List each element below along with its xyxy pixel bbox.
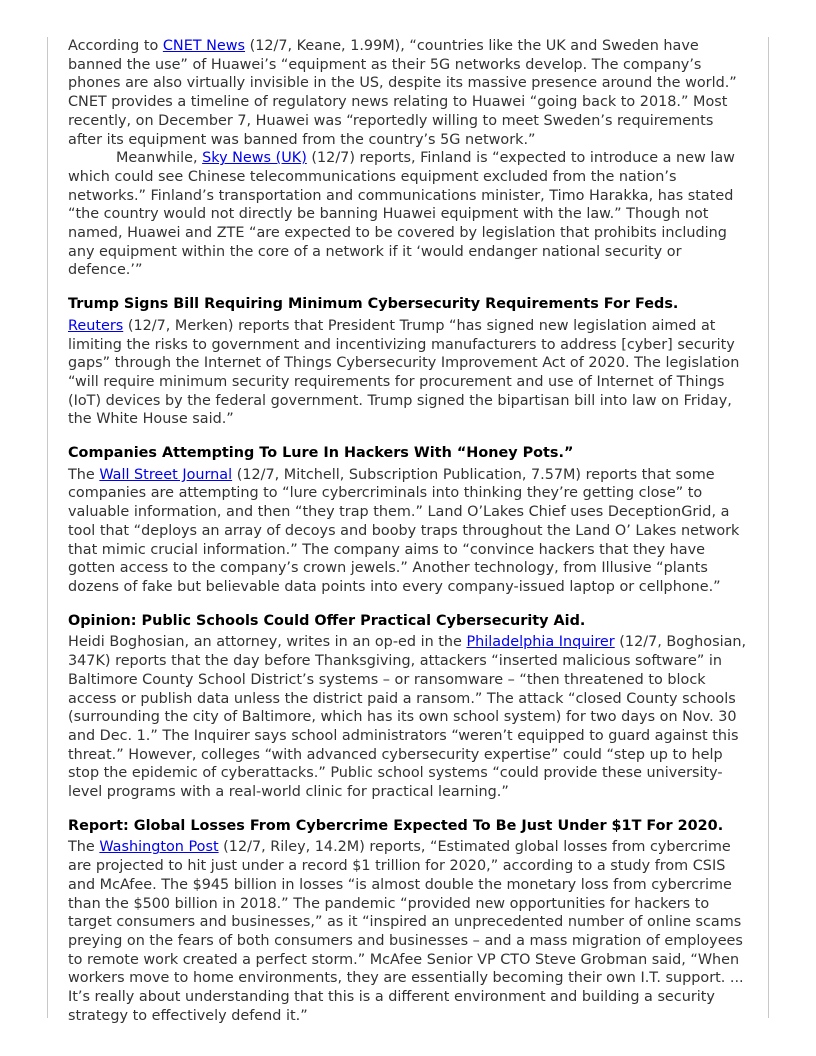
philadelphia-inquirer-link[interactable]: Philadelphia Inquirer xyxy=(466,634,615,651)
article-heading: Report: Global Losses From Cybercrime Expected To Be Just Under $1T For 2020. xyxy=(68,817,724,834)
paragraph: The Wall Street Journal (12/7, Mitchell, Subscription Publication, 7.57M) reports that some companies are attempting to “lure cybercriminals into thinking they’re getting close” to valuable information, and then “they trap them.” Land O’Lakes Chief uses DeceptionGrid, a tool that “deploys an array of decoys and booby traps throughout the Land O’ Lakes network that mimic crucial information.” The company aims to “convince hackers that they have gotten access to the company’s crown jewels.” Another technology, from Illusive “plants dozens of fake but believable data points into every company-issued laptop or cellphone.” xyxy=(68,466,740,595)
sky-news-link[interactable]: Sky News (UK) xyxy=(202,150,307,167)
reuters-link[interactable]: Reuters xyxy=(68,317,124,334)
paragraph: According to CNET News (12/7, Keane, 1.99M), “countries like the UK and Sweden have banned the use” of Huawei’s “equipment as their 5G networks develop. The company’s phones are also virtually invisible in the US, despite its massive presence around the world.” CNET provides a timeline of regulatory news relating to Huawei “going back to 2018.” Most recently, on December 7, Huawei was “reportedly willing to meet Sweden’s requirements after its equipment was banned from the country’s 5G network.” xyxy=(68,38,737,148)
article-heading: Companies Attempting To Lure In Hackers With “Honey Pots.” xyxy=(68,445,574,462)
article-huawei xyxy=(68,37,750,280)
article-heading: Trump Signs Bill Requiring Minimum Cybersecurity Requirements For Feds. xyxy=(68,296,679,313)
article-global-losses xyxy=(68,817,750,1026)
paragraph: Heidi Boghosian, an attorney, writes in an op-ed in the Philadelphia Inquirer (12/7, Boghosian, 347K) reports that the day before Thanksgiving, attackers “inserted malicious software” in Baltimore County School District’s systems – or ransomware – “then threatened to block access or publish data unless the district paid a ransom.” The attack “closed County schools (surrounding the city of Baltimore, which has its own school system) for two days on Nov. 30 and Dec. 1.” The Inquirer says school administrators “weren’t equipped to guard against this threat.” However, colleges “with advanced cybersecurity expertise” could “step up to help stop the epidemic of cyberattacks.” Public school systems “could provide these university-level programs with a real-world clinic for practical learning.” xyxy=(68,634,747,801)
wsj-link[interactable]: Wall Street Journal xyxy=(99,466,233,483)
cnet-news-link[interactable]: CNET News xyxy=(162,38,246,54)
article-public-schools xyxy=(68,612,750,802)
article-heading: Opinion: Public Schools Could Offer Practical Cybersecurity Aid. xyxy=(68,612,586,629)
paragraph: Meanwhile, Sky News (UK) (12/7) reports, Finland is “expected to introduce a new law which could see Chinese telecommunications equipment excluded from the nation’s networks.” Finland’s transportation and communications minister, Timo Harakka, has stated “the country would not directly be banning Huawei equipment with the law.” Though not named, Huawei and ZTE “are expected to be covered by legislation that prohibits including any equipment within the core of a network if it ‘would endanger national security or defence.’” xyxy=(68,150,735,279)
article-trump-bill xyxy=(68,295,750,429)
newsletter-body xyxy=(68,37,750,1025)
article-honey-pots xyxy=(68,444,750,597)
paragraph: The Washington Post (12/7, Riley, 14.2M) reports, “Estimated global losses from cybercrime are projected to hit just under a record $1 trillion for 2020,” according to a study from CSIS and McAfee. The $945 billion in losses “is almost double the monetary loss from cybercrime than the $500 billion in 2018.” The pandemic “provided new opportunities for hackers to target consumers and businesses,” as it “inspired an unprecedented number of online scams preying on the fears of both consumers and businesses – and a mass migration of employees to remote work created a perfect storm.” McAfee Senior VP CTO Steve Grobman said, “When workers move to home environments, they are essentially becoming their own I.T. support. ... It’s really about understanding that this is a different environment and building a security strategy to effectively defend it.” xyxy=(68,839,744,1024)
paragraph: Reuters (12/7, Merken) reports that President Trump “has signed new legislation aimed at limiting the risks to government and incentivizing manufacturers to address [cyber] security gaps” through the Internet of Things Cybersecurity Improvement Act of 2020. The legislation “will require minimum security requirements for procurement and use of Internet of Things (IoT) devices by the federal government. Trump signed the bipartisan bill into law on Friday, the White House said.” xyxy=(68,317,740,428)
washington-post-link[interactable]: Washington Post xyxy=(99,839,219,856)
